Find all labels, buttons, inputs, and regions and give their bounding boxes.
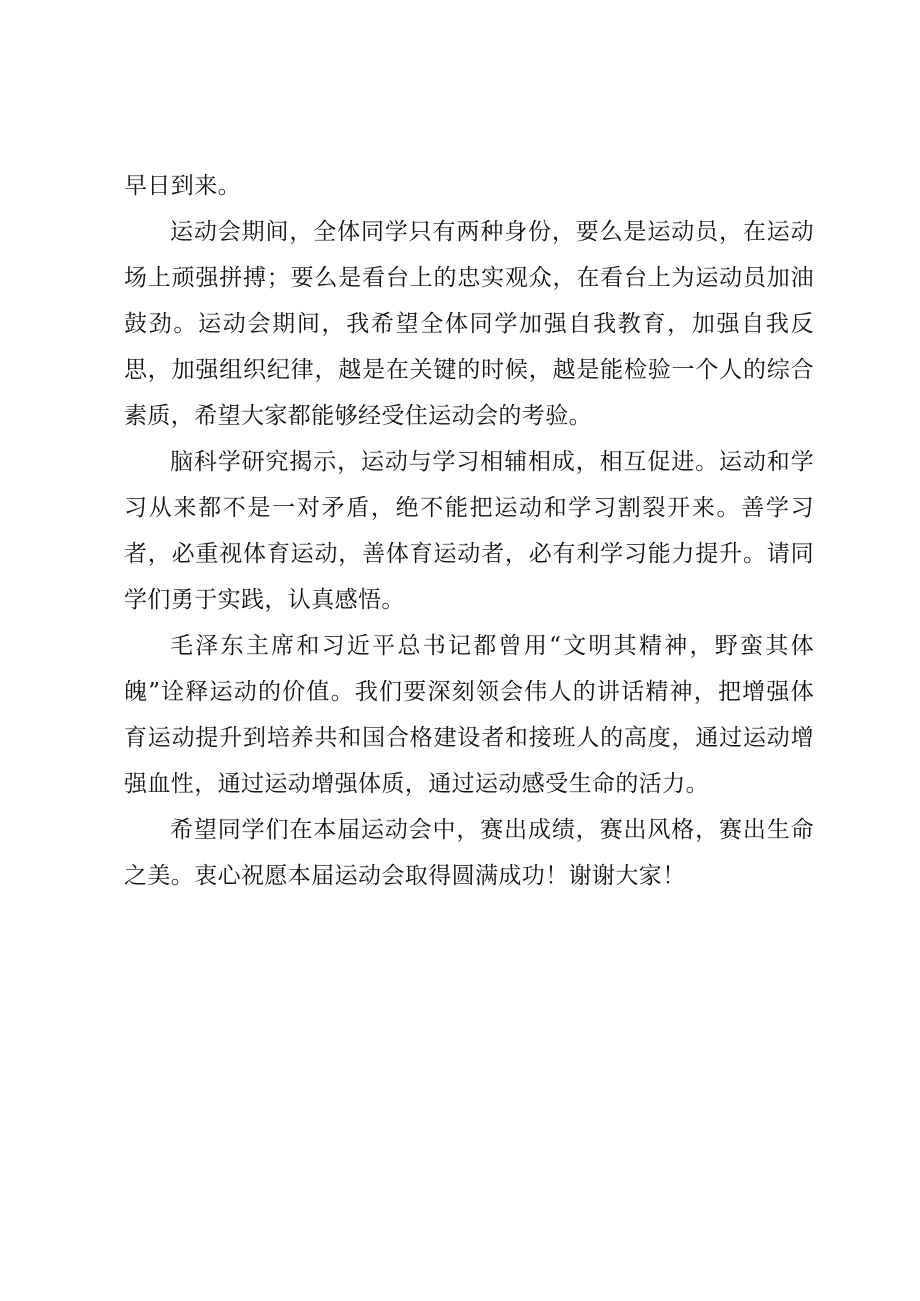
paragraph-sports-and-learning: 脑科学研究揭示，运动与学习相辅相成，相互促进。运动和学习从来都不是一对矛盾，绝不能把运动和学习割裂开来。善学习者，必重视体育运动，善体育运动者，必有利学习能力提升。请同学们勇于实践，认真感悟。 — [124, 449, 814, 613]
paragraph-sports-meet-roles: 运动会期间，全体同学只有两种身份，要么是运动员，在运动场上顽强拼搏；要么是看台上的忠实观众，在看台上为运动员加油鼓劲。运动会期间，我希望全体同学加强自我教育，加强自我反思，加强组织纪律，越是在关键的时候，越是能检验一个人的综合素质，希望大家都能够经受住运动会的考验。 — [124, 219, 814, 429]
paragraph-value-of-sports: 毛泽东主席和习近平总书记都曾用“文明其精神，野蛮其体魄”诠释运动的价值。我们要深刻领会伟人的讲话精神，把增强体育运动提升到培养共和国合格建设者和接班人的高度，通过运动增强血性，通过运动增强体质，通过运动感受生命的活力。 — [124, 633, 814, 797]
paragraph-closing-wishes: 希望同学们在本届运动会中，赛出成绩，赛出风格，赛出生命之美。衷心祝愿本届运动会取得圆满成功！谢谢大家！ — [124, 817, 814, 889]
paragraph-continuation: 早日到来。 — [124, 173, 241, 199]
document-body — [124, 163, 814, 899]
